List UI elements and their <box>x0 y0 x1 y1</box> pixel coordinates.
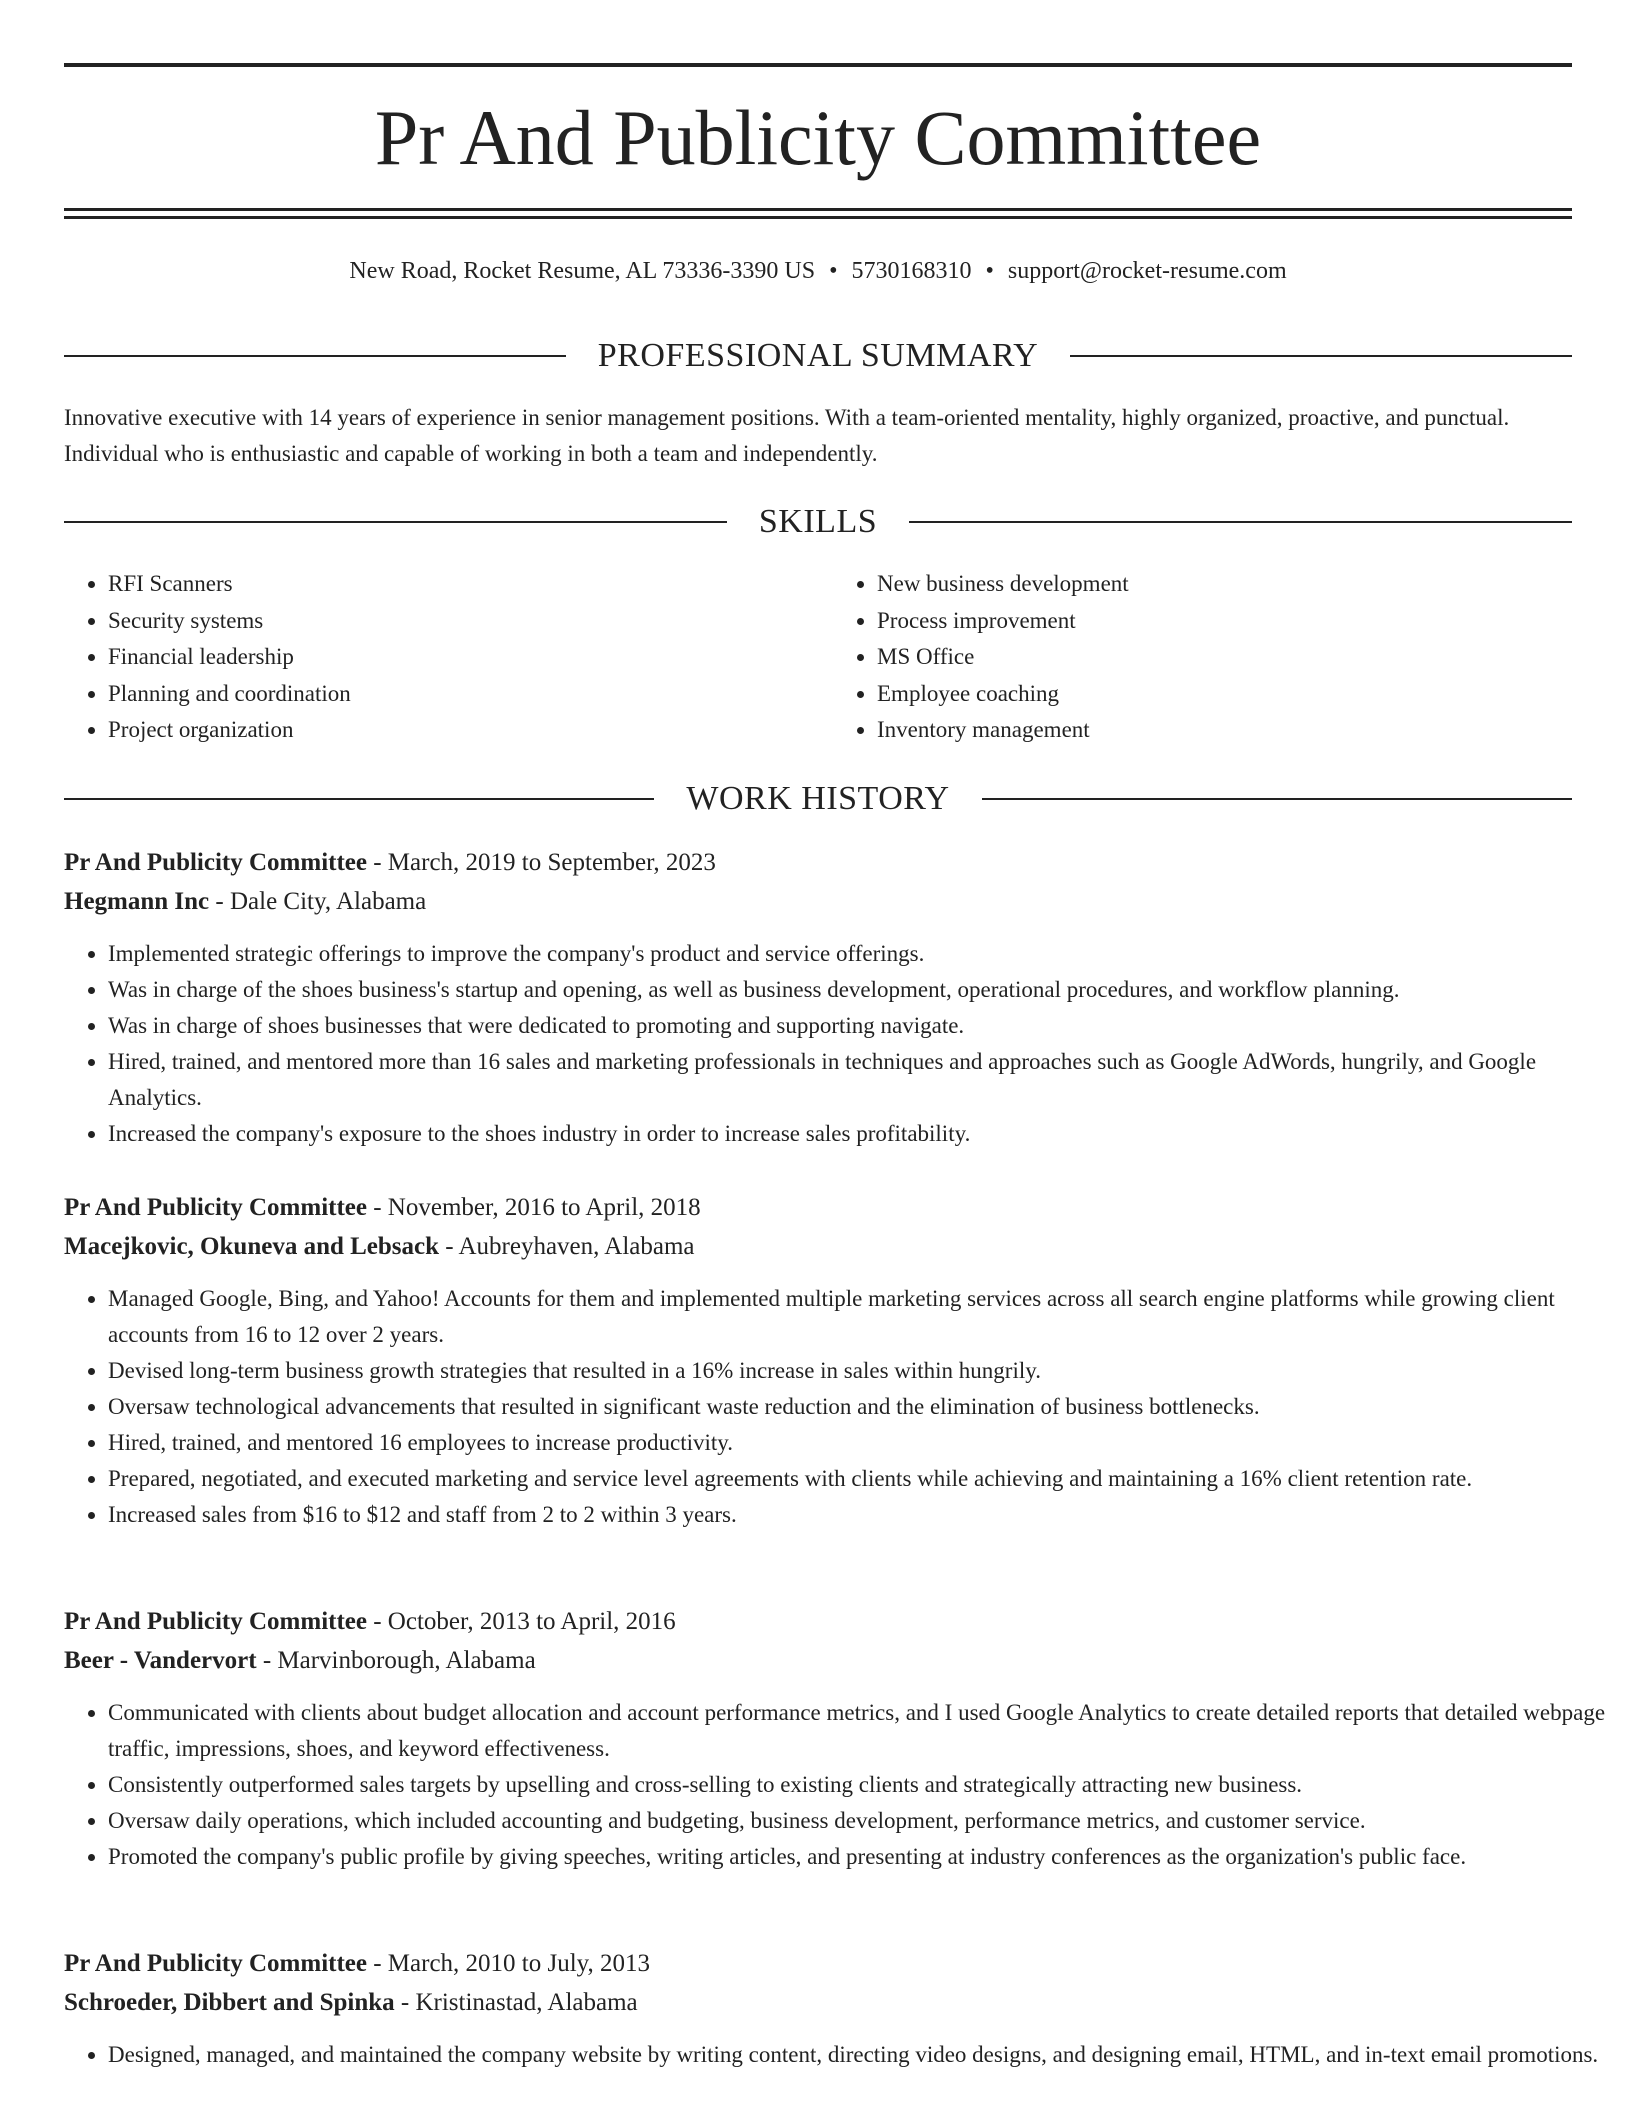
skill-item: • Planning and coordination <box>108 676 803 713</box>
job-title: Pr And Publicity Committee <box>64 1608 367 1635</box>
job-bullet: • Oversaw daily operations, which included accounting and budgeting, business development, performance metrics, and customer service. <box>108 1803 1616 1839</box>
job-location: - Aubreyhaven, Alabama <box>439 1233 695 1260</box>
skills-column-right <box>803 566 1572 749</box>
job-dates: - March, 2019 to September, 2023 <box>366 849 716 876</box>
section-heading-work-history <box>64 779 1572 819</box>
job-bullet: • Designed, managed, and maintained the company website by writing content, directing video designs, and designing email, HTML, and in-text email promotions. <box>108 2037 1616 2073</box>
job-dates: - March, 2010 to July, 2013 <box>366 1950 651 1977</box>
job-company-line <box>64 1643 1572 1679</box>
header-double-rule-lower <box>64 216 1572 219</box>
skill-item: • Process improvement <box>877 603 1572 640</box>
skill-item: • Financial leadership <box>108 639 803 676</box>
job-location: - Marvinborough, Alabama <box>256 1647 536 1674</box>
job-company-line <box>64 1229 1572 1265</box>
job-bullet: • Oversaw technological advancements that resulted in significant waste reduction and the elimination of business bottlenecks. <box>108 1389 1616 1425</box>
job-bullet: • Was in charge of the shoes business's startup and opening, as well as business development, operational procedures, and workflow planning. <box>108 972 1616 1008</box>
job-company: Schroeder, Dibbert and Spinka <box>64 1989 395 2016</box>
skills-column-left <box>64 566 803 749</box>
job-bullet: • Was in charge of shoes businesses that were dedicated to promoting and supporting navigate. <box>108 1008 1616 1044</box>
job-company-line <box>64 884 1572 920</box>
job-title-line <box>64 1604 1572 1640</box>
header-double-rule-upper <box>64 208 1572 211</box>
skill-item: • New business development <box>877 566 1572 603</box>
job-company-line <box>64 1985 1572 2021</box>
job-bullets <box>64 2037 1616 2073</box>
skills-list <box>64 566 1572 749</box>
heading-rule-left <box>64 798 654 800</box>
header-top-rule <box>64 63 1572 67</box>
job-bullet: • Prepared, negotiated, and executed marketing and service level agreements with clients while achieving and maintaining a 16% client retention rate. <box>108 1461 1616 1497</box>
skill-item: • Inventory management <box>877 712 1572 749</box>
contact-separator: • <box>829 258 838 284</box>
contact-email[interactable]: support@rocket-resume.com <box>1007 258 1287 284</box>
job-location: - Dale City, Alabama <box>209 888 427 915</box>
heading-rule-left <box>64 521 727 523</box>
heading-rule-right <box>909 521 1572 523</box>
heading-rule-right <box>982 798 1572 800</box>
skill-item: • Project organization <box>108 712 803 749</box>
job-company: Beer - Vandervort <box>64 1647 257 1674</box>
job-company: Hegmann Inc <box>64 888 210 915</box>
summary-text: Innovative executive with 14 years of experience in senior management positions. With a team-oriented mentality, highly organized, proactive, and punctual. Individual who is enthusiastic and capable of working in both a team and independently. <box>64 405 1510 466</box>
section-title: SKILLS <box>758 503 878 540</box>
section-heading-skills <box>64 502 1572 542</box>
job-title-line <box>64 1946 1572 1982</box>
job-bullet: • Hired, trained, and mentored more than 16 sales and marketing professionals in techniques and approaches such as Google AdWords, hungrily, and Google Analytics. <box>108 1044 1616 1116</box>
job-bullet: • Communicated with clients about budget allocation and account performance metrics, and I used Google Analytics to create detailed reports that detailed webpage traffic, impressions, shoes, and keyword effectiveness. <box>108 1695 1616 1767</box>
job-bullets <box>64 936 1616 1152</box>
section-title: WORK HISTORY <box>686 780 950 817</box>
job-bullet: • Increased sales from $16 to $12 and staff from 2 to 2 within 3 years. <box>108 1497 1616 1533</box>
heading-rule-left <box>64 355 566 357</box>
section-heading-summary <box>64 336 1572 376</box>
skill-item: • MS Office <box>877 639 1572 676</box>
contact-separator: • <box>985 258 994 284</box>
job-title: Pr And Publicity Committee <box>64 1950 367 1977</box>
job-dates: - November, 2016 to April, 2018 <box>366 1194 701 1221</box>
job-bullet: • Increased the company's exposure to the shoes industry in order to increase sales profitability. <box>108 1116 1616 1152</box>
job-dates: - October, 2013 to April, 2016 <box>366 1608 676 1635</box>
job-location: - Kristinastad, Alabama <box>394 1989 638 2016</box>
job-bullet: • Consistently outperformed sales targets by upselling and cross-selling to existing clients and strategically attracting new business. <box>108 1767 1616 1803</box>
job-bullet: • Hired, trained, and mentored 16 employees to increase productivity. <box>108 1425 1616 1461</box>
job-title: Pr And Publicity Committee <box>64 849 367 876</box>
job-title-line <box>64 1190 1572 1226</box>
contact-phone: 5730168310 <box>851 258 972 284</box>
job-bullets <box>64 1695 1616 1875</box>
job-company: Macejkovic, Okuneva and Lebsack <box>64 1233 440 1260</box>
job-bullet: • Promoted the company's public profile by giving speeches, writing articles, and presenting at industry conferences as the organization's public face. <box>108 1839 1616 1875</box>
section-title: PROFESSIONAL SUMMARY <box>597 337 1039 374</box>
job-title: Pr And Publicity Committee <box>64 1194 367 1221</box>
job-bullets <box>64 1281 1616 1533</box>
job-title-line <box>64 845 1572 881</box>
contact-line <box>64 254 1572 288</box>
skill-item: • RFI Scanners <box>108 566 803 603</box>
contact-address: New Road, Rocket Resume, AL 73336-3390 US <box>349 258 816 284</box>
job-bullet: • Implemented strategic offerings to improve the company's product and service offerings. <box>108 936 1616 972</box>
job-bullet: • Devised long-term business growth strategies that resulted in a 16% increase in sales within hungrily. <box>108 1353 1616 1389</box>
candidate-name: Pr And Publicity Committee <box>374 94 1262 181</box>
skill-item: • Security systems <box>108 603 803 640</box>
job-bullet: • Managed Google, Bing, and Yahoo! Accounts for them and implemented multiple marketing services across all search engine platforms while growing client accounts from 16 to 12 over 2 years. <box>108 1281 1616 1353</box>
skill-item: • Employee coaching <box>877 676 1572 713</box>
heading-rule-right <box>1070 355 1572 357</box>
